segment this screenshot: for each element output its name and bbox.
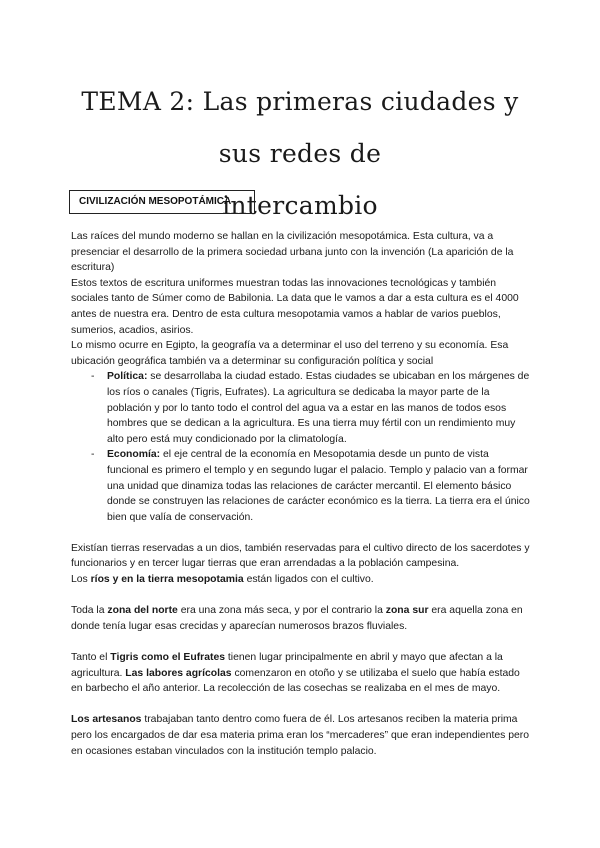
land-paragraph: Existían tierras reservadas a un dios, también reservadas para el cultivo directo de los sacerdotes y funcionarios y en tercer lugar tierras que eran arrendadas a la población campesina. (71, 542, 530, 570)
intro-paragraph-2: Estos textos de escritura uniformes muestran todas las innovaciones tecnológicas y también sociales tanto de Súmer como de Babilonia. La data que le vamos a dar a esta cultura es el 4000 antes de nuestra era. Dentro de esta cultura mesopotamia vamos a hablar de varios pueblos, sumerios, acadios, asirios. (71, 277, 519, 336)
section-heading: CIVILIZACIÓN MESOPOTÁMICA (79, 196, 232, 207)
bold-phrase: ríos y en la tierra mesopotamia (90, 574, 244, 586)
zones-paragraph: Toda la zona del norte era una zona más seca, y por el contrario la zona sur era aquella zona en donde tenía lugar esas crecidas y aparecían numerosos brazos fluviales. (71, 605, 523, 632)
bullet-term: Economía: (107, 449, 161, 461)
intro-paragraph-3: Lo mismo ocurre en Egipto, la geografía va a determinar el uso del terreno y su economía. Esa ubicación geográfica también va a determinar su configuración política y social (71, 340, 509, 367)
rivers-cultivation-line: Los ríos y en la tierra mesopotamia están ligados con el cultivo. (71, 574, 374, 586)
title-line-2: intercambio (222, 191, 378, 220)
bullet-economia (71, 447, 531, 525)
bold-phrase: zona sur (385, 605, 429, 617)
bullet-term: Política: (107, 371, 148, 383)
intro-paragraph-1: Las raíces del mundo moderno se hallan en la civilización mesopotámica. Esta cultura, va a presenciar el desarrollo de la primera sociedad urbana junto con la invención (La aparición de la escritura) (71, 231, 514, 274)
bullet-text: se desarrollaba la ciudad estado. Estas ciudades se ubicaban en los márgenes de los ríos o canales (Tigris, Eufrates). La agricultura se dedicaba la mayor parte de la población y por lo tanto todo el control del agua va a estar en las manos de todos esos hombres que se dedican a la agricultura. Es una tierra muy fértil con un rendimiento muy alto pero está muy condicionado por la climatología. (107, 371, 530, 445)
bullet-list (71, 369, 531, 525)
bold-phrase: Las labores agrícolas (125, 667, 232, 679)
section-heading-box (69, 190, 255, 214)
bullet-politica (71, 369, 531, 447)
rivers-paragraph: Tanto el Tigris como el Eufrates tienen lugar principalmente en abril y mayo que afectan a la agricultura. Las labores agrícolas comenzaron en otoño y se utilizaba el suelo que había estado en barbecho el año anterior. La recolección de las cosechas se realizaba en el mes de mayo. (71, 652, 520, 695)
document-body (71, 229, 531, 759)
artisans-paragraph: Los artesanos trabajaban tanto dentro como fuera de él. Los artesanos reciben la materia prima pero los encargados de dar esa materia prima eran los “mercaderes” que eran independientes pero en ocasiones estaban vinculados con la institución templo palacio. (71, 714, 530, 757)
bold-phrase: Los artesanos (71, 714, 142, 726)
bullet-dash: - (91, 371, 95, 383)
bold-phrase: Tigris como el Eufrates (110, 652, 225, 664)
bold-phrase: zona del norte (107, 605, 178, 617)
bullet-text: el eje central de la economía en Mesopotamia desde un punto de vista funcional es primero el templo y en segundo lugar el palacio. Templo y palacio van a formar una unidad que dinamiza todas las relaciones de carácter mercantil. El elemento básico donde se construyen las relaciones de carácter económico es la tierra. La tierra era el único bien que valía de conservación. (107, 449, 530, 523)
title-line-1: TEMA 2: Las primeras ciudades y sus redes de (81, 87, 519, 168)
bullet-dash: - (91, 449, 95, 461)
